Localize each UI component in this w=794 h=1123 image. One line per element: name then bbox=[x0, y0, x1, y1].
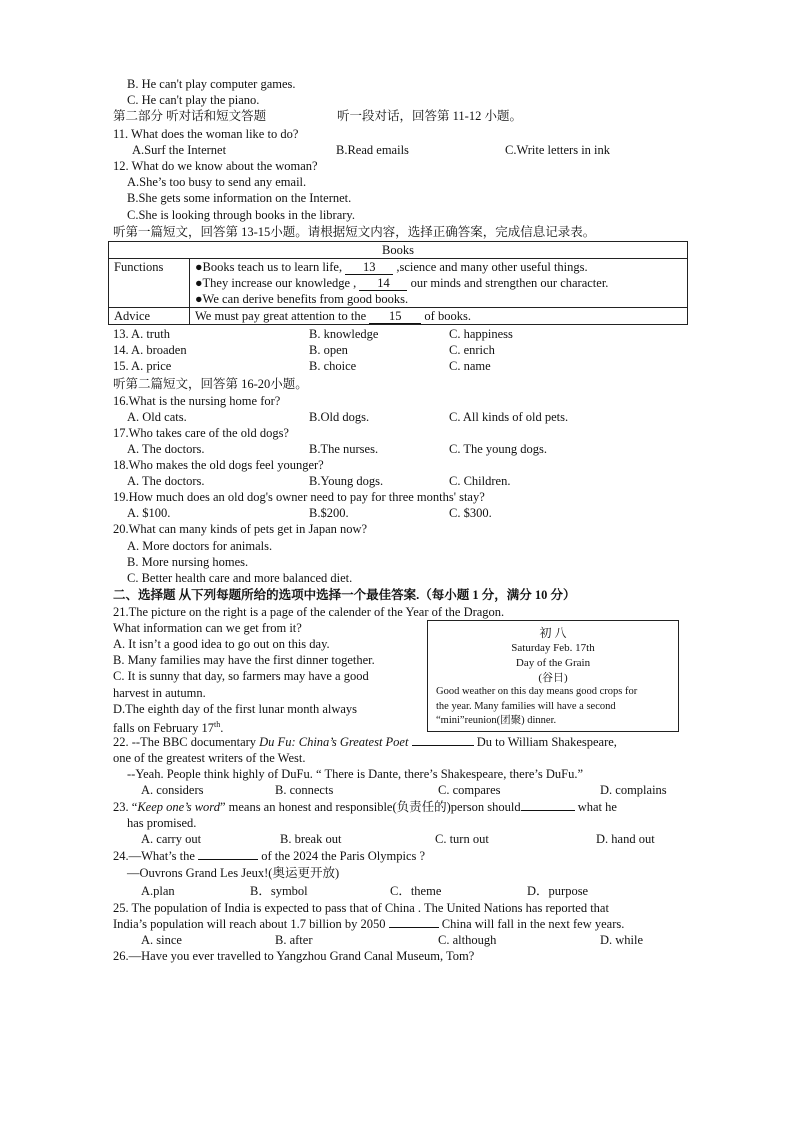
q25-option-a: A. since bbox=[141, 933, 182, 947]
q11-option-a: A.Surf the Internet bbox=[132, 143, 227, 157]
q15-option-a: 15. A. price bbox=[113, 359, 172, 373]
books-table bbox=[108, 241, 688, 325]
option-c: C. He can't play the piano. bbox=[127, 93, 260, 107]
q18-option-a: A. The doctors. bbox=[127, 474, 205, 488]
q22-option-c: C. compares bbox=[438, 783, 501, 797]
q18-option-c: C. Children. bbox=[449, 474, 511, 488]
q11-stem: 11. What does the woman like to do? bbox=[113, 127, 299, 141]
q17-option-b: B.The nurses. bbox=[309, 442, 379, 456]
q12-option-a: A.She’s too busy to send any email. bbox=[127, 175, 307, 189]
q12-option-c: C.She is looking through books in the library. bbox=[127, 208, 355, 222]
q18-stem: 18.Who makes the old dogs feel younger? bbox=[113, 458, 324, 472]
passage1-instruction: 听第一篇短文，回答第 13-15小题。请根据短文内容，选择正确答案，完成信息记录表。 bbox=[113, 225, 596, 239]
q24-option-b: B．symbol bbox=[250, 884, 308, 898]
advice-label: Advice bbox=[109, 308, 190, 325]
functions-label: Functions bbox=[109, 259, 190, 308]
q19-stem: 19.How much does an old dog's owner need to pay for three months' stay? bbox=[113, 490, 485, 504]
calendar-note-line3: “mini”reunion(团聚) dinner. bbox=[436, 715, 557, 726]
q12-option-b: B.She gets some information on the Internet. bbox=[127, 191, 352, 205]
q25-blank bbox=[389, 927, 439, 928]
q23-option-c: C. turn out bbox=[435, 832, 489, 846]
q22-blank bbox=[412, 745, 474, 746]
q22-stem-line2: one of the greatest writers of the West. bbox=[113, 751, 306, 765]
q17-option-c: C. The young dogs. bbox=[449, 442, 548, 456]
q13-option-a: 13. A. truth bbox=[113, 327, 170, 341]
q20-stem: 20.What can many kinds of pets get in Japan now? bbox=[113, 522, 368, 536]
q24-stem: 24.—What’s the of the 2024 the Paris Olympics ? bbox=[113, 849, 426, 863]
advice-content: We must pay great attention to the 15 of books. bbox=[190, 308, 688, 325]
q25-option-c: C. although bbox=[438, 933, 497, 947]
q26-stem: 26.—Have you ever travelled to Yangzhou Grand Canal Museum, Tom? bbox=[113, 949, 475, 963]
calendar-weekday-date: Saturday Feb. 17th bbox=[511, 642, 595, 654]
q14-option-c: C. enrich bbox=[449, 343, 495, 357]
q13-option-b: B. knowledge bbox=[309, 327, 379, 341]
q21-option-c-line2: harvest in autumn. bbox=[113, 686, 206, 700]
part2-instruction: 听一段对话，回答第 11-12 小题。 bbox=[337, 109, 522, 123]
q22-stem: 22. --The BBC documentary Du Fu: China’s Greatest Poet Du to William Shakespeare, bbox=[113, 735, 617, 749]
q21-option-c-line1: C. It is sunny that day, so farmers may have a good bbox=[113, 669, 369, 683]
calendar-page bbox=[427, 620, 679, 732]
q21-option-b: B. Many families may have the first dinner together. bbox=[113, 653, 375, 667]
calendar-note-line2: the year. Many families will have a second bbox=[436, 701, 616, 712]
calendar-day-name: Day of the Grain bbox=[515, 657, 591, 669]
q25-option-b: B. after bbox=[275, 933, 313, 947]
q20-option-c: C. Better health care and more balanced diet. bbox=[127, 571, 353, 585]
q13-option-c: C. happiness bbox=[449, 327, 513, 341]
q14-option-b: B. open bbox=[309, 343, 348, 357]
q12-stem: 12. What do we know about the woman? bbox=[113, 159, 318, 173]
q17-stem: 17.Who takes care of the old dogs? bbox=[113, 426, 289, 440]
q21-option-a: A. It isn’t a good idea to go out on this day. bbox=[113, 637, 330, 651]
q23-option-b: B. break out bbox=[280, 832, 342, 846]
q11-option-c: C.Write letters in ink bbox=[505, 143, 611, 157]
calendar-lunar-date: 初 八 bbox=[539, 626, 567, 640]
q20-option-a: A. More doctors for animals. bbox=[127, 539, 273, 553]
q16-option-a: A. Old cats. bbox=[127, 410, 187, 424]
q20-option-b: B. More nursing homes. bbox=[127, 555, 249, 569]
blank-15: 15 bbox=[369, 310, 421, 324]
q23-stem: 23. “Keep one’s word” means an honest and responsible(负责任的)person should what he bbox=[113, 800, 617, 814]
q21-option-d-line2: falls on February 17th. bbox=[113, 720, 224, 736]
q16-option-b: B.Old dogs. bbox=[309, 410, 370, 424]
q22-reply: --Yeah. People think highly of DuFu. “ There is Dante, there’s Shakespeare, there’s DuFu.” bbox=[127, 767, 584, 781]
q22-option-d: D. complains bbox=[600, 783, 667, 797]
q23-blank bbox=[521, 810, 575, 811]
q22-option-a: A. considers bbox=[141, 783, 204, 797]
q15-option-b: B. choice bbox=[309, 359, 357, 373]
q19-option-b: B.$200. bbox=[309, 506, 349, 520]
q19-option-c: C. $300. bbox=[449, 506, 492, 520]
q11-option-b: B.Read emails bbox=[336, 143, 409, 157]
part2-title: 第二部分 听对话和短文答题 bbox=[113, 109, 267, 123]
function-row-2: ●They increase our knowledge , 14 our minds and strengthen our character. bbox=[195, 276, 609, 290]
q19-option-a: A. $100. bbox=[127, 506, 171, 520]
q24-reply: —Ouvrons Grand Les Jeux!(奥运更开放) bbox=[127, 866, 340, 880]
functions-content bbox=[190, 259, 688, 308]
q21-stem: 21.The picture on the right is a page of the calender of the Year of the Dragon. bbox=[113, 605, 505, 619]
calendar-day-name-cn: (谷日) bbox=[538, 672, 568, 684]
function-row-1: ●Books teach us to learn life, 13 ,science and many other useful things. bbox=[195, 260, 588, 274]
q18-option-b: B.Young dogs. bbox=[309, 474, 384, 488]
q23-stem-line2: has promised. bbox=[127, 816, 197, 830]
passage2-instruction: 听第二篇短文，回答第 16-20小题。 bbox=[113, 377, 308, 391]
q21-option-d-line1: D.The eighth day of the first lunar month always bbox=[113, 702, 358, 716]
blank-13: 13 bbox=[345, 261, 393, 275]
q16-stem: 16.What is the nursing home for? bbox=[113, 394, 281, 408]
q24-option-a: A.plan bbox=[141, 884, 175, 898]
q24-option-c: C．theme bbox=[390, 884, 442, 898]
q21-stem2: What information can we get from it? bbox=[113, 621, 302, 635]
q15-option-c: C. name bbox=[449, 359, 491, 373]
q25-option-d: D. while bbox=[600, 933, 644, 947]
q23-option-d: D. hand out bbox=[596, 832, 655, 846]
q24-option-d: D．purpose bbox=[527, 884, 589, 898]
q24-blank bbox=[198, 859, 258, 860]
table-title: Books bbox=[109, 242, 688, 259]
q17-option-a: A. The doctors. bbox=[127, 442, 205, 456]
q25-stem-line2: India’s population will reach about 1.7 billion by 2050 China will fall in the next few years. bbox=[113, 917, 625, 931]
blank-14: 14 bbox=[359, 277, 407, 291]
q22-option-b: B. connects bbox=[275, 783, 334, 797]
q16-option-c: C. All kinds of old pets. bbox=[449, 410, 569, 424]
function-row-3: ●We can derive benefits from good books. bbox=[195, 292, 409, 306]
q25-stem-line1: 25. The population of India is expected to pass that of China . The United Nations has reported that bbox=[113, 901, 609, 915]
calendar-note-line1: Good weather on this day means good crops for bbox=[436, 686, 638, 697]
section2-title: 二、选择题 从下列每题所给的选项中选择一个最佳答案.（每小题 1 分，满分 10 分） bbox=[113, 588, 576, 602]
q23-option-a: A. carry out bbox=[141, 832, 202, 846]
q14-option-a: 14. A. broaden bbox=[113, 343, 187, 357]
option-b: B. He can't play computer games. bbox=[127, 77, 296, 91]
